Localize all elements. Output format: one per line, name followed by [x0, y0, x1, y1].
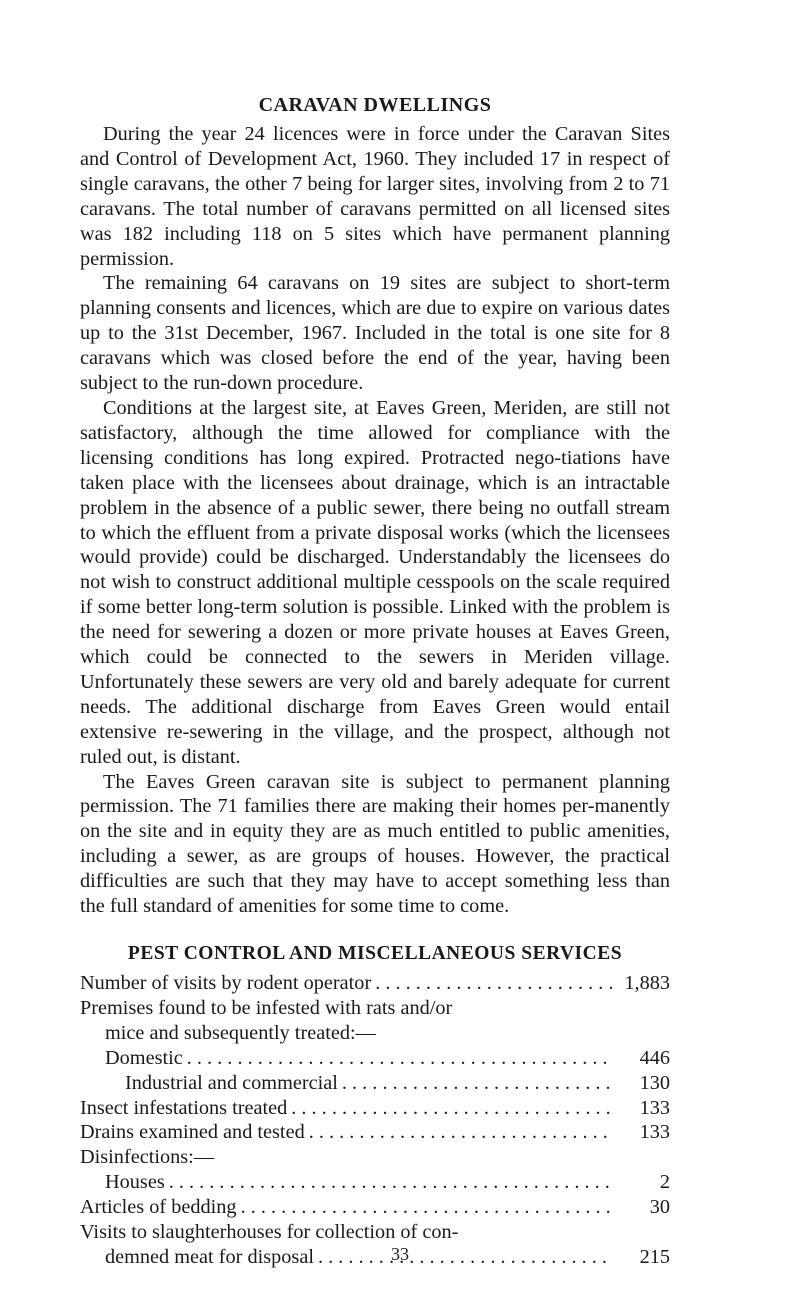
stat-value: 30	[649, 1196, 670, 1219]
pest-control-heading: PEST CONTROL AND MISCELLANEOUS SERVICES	[127, 943, 623, 964]
stat-label: Articles of bedding	[80, 1196, 237, 1219]
dot-leader	[169, 1170, 612, 1195]
stat-label: Industrial and commercial	[125, 1071, 338, 1094]
stat-value: 446	[639, 1046, 670, 1069]
stat-text-disinfections: Disinfections:—	[80, 1146, 215, 1169]
pest-control-statistics	[80, 971, 670, 1270]
stat-label: Domestic	[105, 1046, 183, 1069]
caravan-dwellings-heading: CARAVAN DWELLINGS	[258, 94, 492, 116]
stat-value: 215	[639, 1245, 670, 1268]
stat-value: 130	[639, 1071, 670, 1094]
stat-row-rodent-visits	[80, 971, 670, 996]
stat-row-industrial	[80, 1071, 670, 1096]
stat-value: 1,883	[624, 972, 670, 994]
dot-leader	[291, 1096, 612, 1121]
dot-leader	[187, 1046, 612, 1071]
stat-row-drains	[80, 1120, 670, 1145]
caravan-paragraph-3: Conditions at the largest site, at Eaves Green, Meriden, are still not satisfactory, although the time allowed for compliance with the licensing conditions has long expired. Protracted nego-tiations have taken place with the licensees about drainage, which is an intractable problem in the absence of a public sewer, there being no outfall stream to which the effluent from a private disposal works (which the licensees would provide) could be discharged. Understandably the licensees do not wish to construct additional multiple cesspools on the scale required if some better long-term solution is possible. Linked with the problem is the need for sewering a dozen or more private houses at Eaves Green, which could be connected to the sewers in Meriden village. Unfortunately these sewers are very old and barely adequate for current needs. The additional discharge from Eaves Green would entail extensive re-sewering in the village, and the prospect, although not ruled out, is distant.	[80, 396, 670, 768]
stat-row-domestic	[80, 1046, 670, 1071]
caravan-paragraph-2: The remaining 64 caravans on 19 sites are subject to short-term planning consents and licences, which are due to expire on various dates up to the 31st December, 1967. Included in the total is one site for 8 caravans which was closed before the end of the year, having been subject to the run-down procedure.	[80, 272, 670, 395]
stat-text-slaughterhouses-1: Visits to slaughterhouses for collection of con-	[80, 1221, 459, 1244]
stat-label: Houses	[105, 1171, 165, 1194]
stat-value: 2	[659, 1171, 670, 1194]
stat-label: Number of visits by rodent operator	[80, 972, 372, 994]
stat-row-bedding	[80, 1195, 670, 1220]
stat-text-premises-2: mice and subsequently treated:—	[105, 1021, 376, 1044]
dot-leader	[375, 971, 612, 996]
dot-leader	[241, 1195, 612, 1220]
caravan-paragraph-4: The Eaves Green caravan site is subject to permanent planning permission. The 71 families there are making their homes per-manently on the site and in equity they are as much entitled to public amenities, including a sewer, as are groups of houses. However, the practical difficulties are such that they may have to accept something less than the full standard of amenities for some time to come.	[80, 770, 670, 918]
stat-label: demned meat for disposal	[105, 1245, 314, 1268]
stat-label: Drains examined and tested	[80, 1121, 305, 1144]
stat-row-insect	[80, 1096, 670, 1121]
stat-value: 133	[639, 1096, 670, 1119]
stat-row-houses	[80, 1170, 670, 1195]
stat-text-premises-1: Premises found to be infested with rats and/or	[80, 996, 453, 1019]
stat-value: 133	[639, 1121, 670, 1144]
page-number: 33	[391, 1244, 409, 1264]
page-content	[80, 92, 670, 1270]
dot-leader	[342, 1071, 612, 1096]
stat-label: Insect infestations treated	[80, 1096, 288, 1119]
caravan-paragraph-1: During the year 24 licences were in force under the Caravan Sites and Control of Development Act, 1960. They included 17 in respect of single caravans, the other 7 being for larger sites, involving from 2 to 71 caravans. The total number of caravans permitted on all licensed sites was 182 including 118 on 5 sites which have permanent planning permission.	[80, 123, 670, 270]
dot-leader	[309, 1120, 612, 1145]
